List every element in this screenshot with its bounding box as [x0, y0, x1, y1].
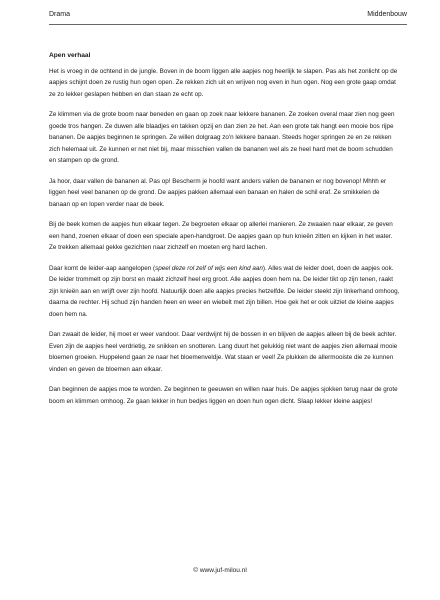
story-paragraph-1: Het is vroeg in de ochtend in de jungle. Boven in de boom liggen alle aapjes nog heerlijk te slapen. Pas als het zonlicht op de aapjes schijnt doen ze rustig hun ogen open. Ze rekken zich uit en wrijven nog even in hun ogen. Nog een grote gaap omdat ze zo lekker geslapen hebben en dan staan ze echt op. — [49, 67, 398, 98]
story-paragraph-6: Dan zwaait de leider, hij moet er weer vandoor. Daar verdwijnt hij de bossen in en blijven de aapjes alleen bij de beek achter. Even zijn de aapjes heel verdrietig, ze snikken en snotteren. Lang duurt het gelukkig niet want de aapjes zien allemaal mooie bloemen groeien. Huppelend gaan ze naar het bloemenveldje. Wat staan er veel! Ze plukken de allermooiste die ze kunnen vinden en geven de bloemen aan elkaar. — [49, 331, 398, 373]
page-footer: © www.juf-milou.nl — [193, 567, 247, 574]
page-header — [49, 10, 407, 25]
story-paragraph-4: Bij de beek komen de aapjes hun elkaar tegen. Ze begroeten elkaar op allerlei manieren. Ze zwaaien naar elkaar, ze geven een hand, zoenen elkaar of doen een speciale apen-handgroet. De aapjes gaan op hun knieën zitten en kijken in het water. Ze trekken allemaal gekke gezichten naar zichzelf en moeten erg hard lachen. — [49, 221, 393, 251]
story-paragraph-5-after: ). Alles wat de leider doet, doen de aapjes ook. De leider trommelt op zijn borst en maakt zichzelf heel erg groot. Alle aapjes doen hem na. De leider tikt op zijn tenen, raakt zijn knieën aan en wrijft over zijn hoofd. Natuurlijk doen alle aapjes precies hetzelfde. De leider steekt zijn linkerhand omhoog, daarna de rechter. Hij schud zijn handen heen en weer en wiebelt met zijn billen. Hoe gek het er ook uitziet de kleine aapjes doen hem na. — [49, 264, 400, 318]
story-content — [49, 50, 401, 416]
header-level: Middenbouw — [367, 11, 407, 18]
header-subject: Drama — [49, 11, 71, 18]
story-paragraph-5-before: Daar komt de leider-aap aangelopen ( — [49, 264, 156, 272]
story-paragraph-2: Ze klimmen via de grote boom naar beneden en gaan op zoek naar lekkere bananen. Ze zoeken overal maar zien nog geen goede tros hangen. Ze duwen alle blaadjes en takken opzij en dan zien ze het. Aan een grote tak hangt een mooie bos rijpe bananen. De aapjes beginnen te springen. Ze willen dolgraag zo'n lekkere banaan. Steeds hoger springen ze en ze rekken zich helemaal uit. Ze kunnen er net niet bij, maar misschien vallen de bananen wel als ze heel hard met de boom schudden en stampen op de grond. — [49, 111, 395, 164]
story-title: Apen verhaal — [49, 52, 91, 59]
story-paragraph-5 — [49, 263, 401, 321]
story-paragraph-7: Dan beginnen de aapjes moe te worden. Ze beginnen te geeuwen en willen naar huis. De aapjes sjokken terug naar de grote boom en klimmen omhoog. Ze gaan lekker in hun bedjes liggen en doen hun ogen dicht. Slaap lekker kleine aapjes! — [49, 386, 398, 405]
stage-direction: speel deze rol zelf of wijs een kind aan — [155, 264, 263, 272]
story-paragraph-3: Ja hoor, daar vallen de bananen al. Pas op! Bescherm je hoofd want anders vallen de bananen er nog bovenop! Mhhh er liggen heel veel bananen op de grond. De aapjes pakken allemaal een banaan en halen de schil eraf. Ze smikkelen de banaan op en lopen verder naar de beek. — [49, 177, 387, 208]
